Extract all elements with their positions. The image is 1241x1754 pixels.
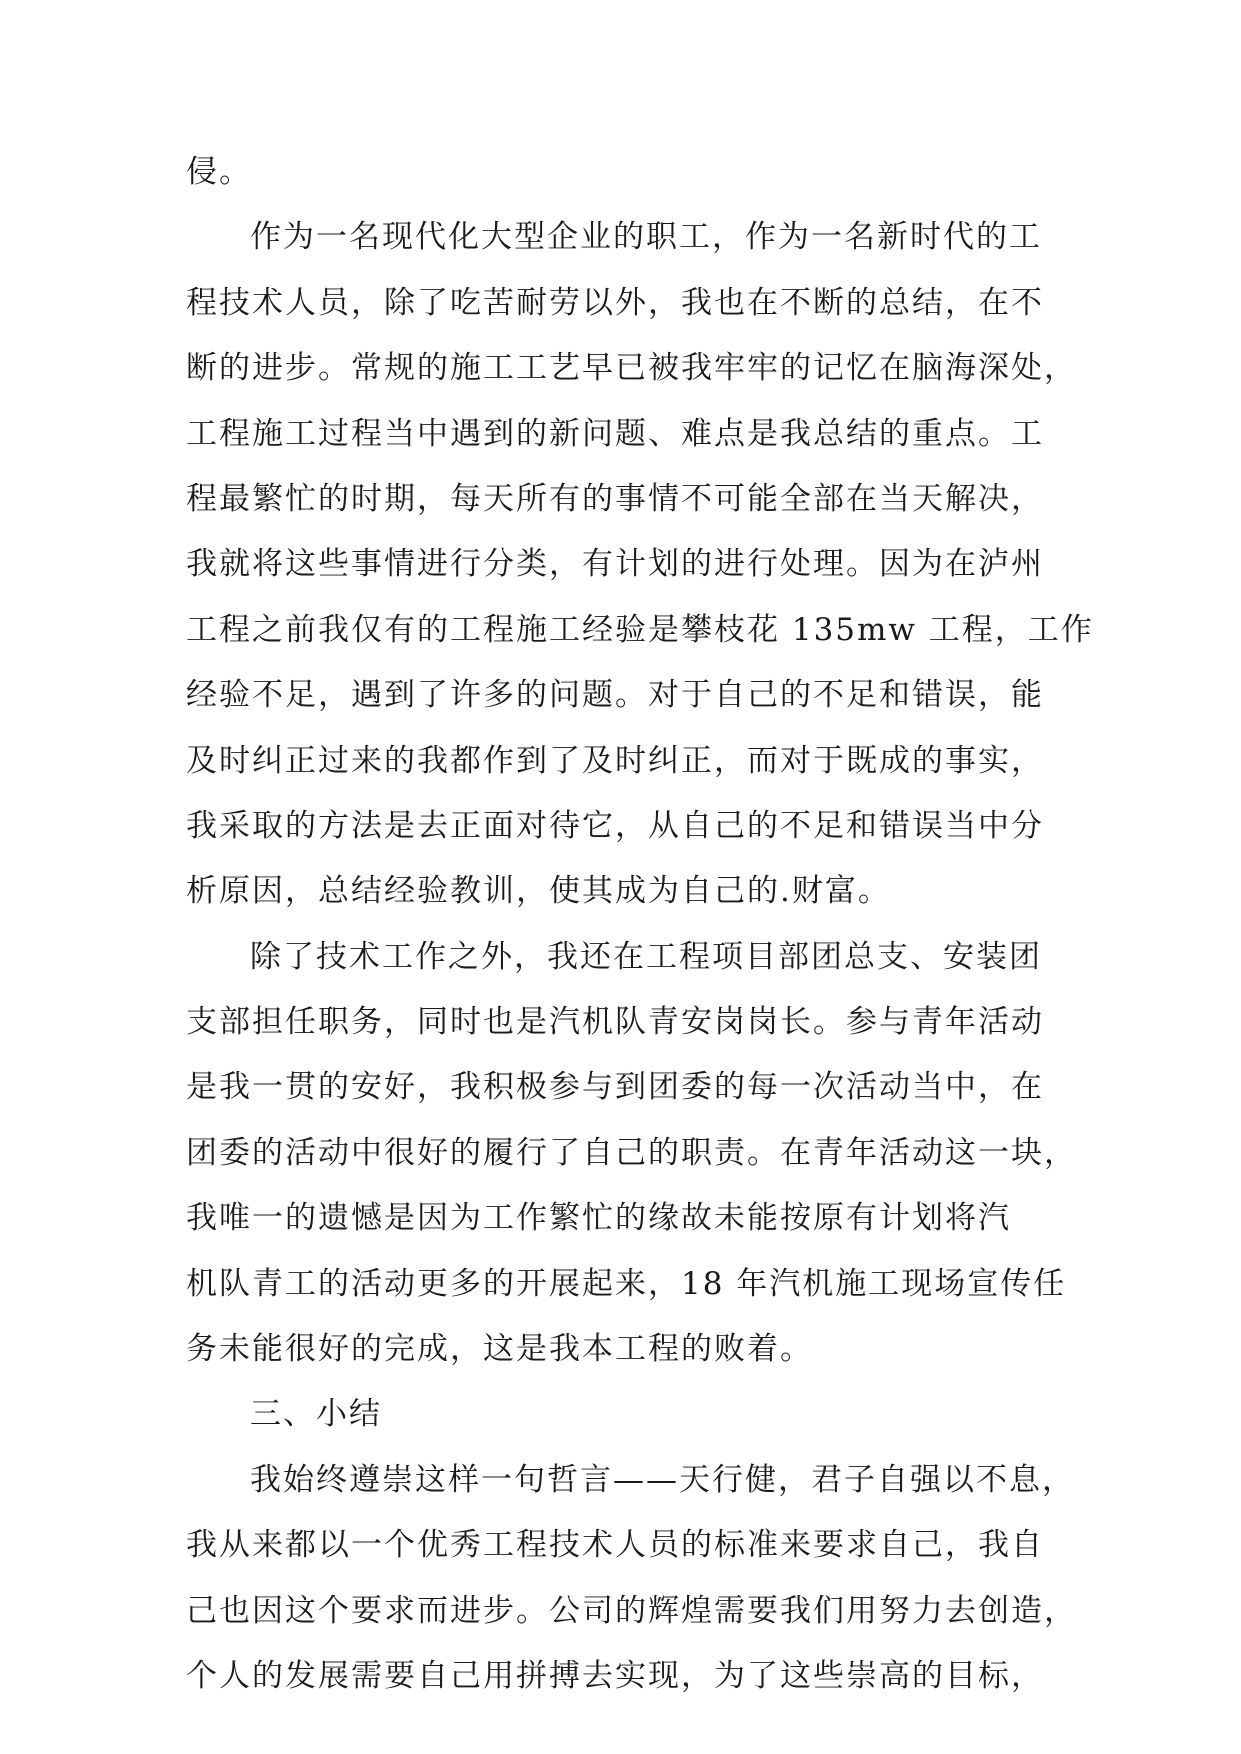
text-line: 工程之前我仅有的工程施工经验是攀枝花 135mw 工程，工作 — [186, 611, 1094, 648]
text-line: 断的进步。常规的施工工艺早已被我牢牢的记忆在脑海深处， — [186, 350, 1077, 387]
text-line: 工程施工过程当中遇到的新问题、难点是我总结的重点。工 — [186, 415, 1044, 452]
text-line: 作为一名现代化大型企业的职工，作为一名新时代的工 — [250, 219, 1042, 256]
text-line: 个人的发展需要自己用拼搏去实现，为了这些崇高的目标， — [186, 1657, 1044, 1694]
text-line: 我就将这些事情进行分类，有计划的进行处理。因为在泸州 — [186, 546, 1044, 583]
text-line: 我从来都以一个优秀工程技术人员的标准来要求自己，我自 — [186, 1527, 1044, 1564]
text-line: 务未能很好的完成，这是我本工程的败着。 — [186, 1331, 813, 1368]
text-line: 机队青工的活动更多的开展起来，18 年汽机施工现场宣传任 — [186, 1265, 1067, 1302]
text-line: 我唯一的遗憾是因为工作繁忙的缘故未能按原有计划将汽 — [186, 1200, 1011, 1237]
text-line: 除了技术工作之外，我还在工程项目部团总支、安装团 — [250, 938, 1042, 975]
text-line: 己也因这个要求而进步。公司的辉煌需要我们用努力去创造， — [186, 1592, 1077, 1629]
text-line: 三、小结 — [250, 1396, 382, 1433]
text-line: 侵。 — [186, 154, 252, 190]
text-line: 支部担任职务，同时也是汽机队青安岗岗长。参与青年活动 — [186, 1004, 1044, 1041]
text-line: 析原因，总结经验教训，使其成为自己的.财富。 — [186, 873, 891, 910]
text-line: 团委的活动中很好的履行了自己的职责。在青年活动这一块， — [186, 1134, 1077, 1171]
text-line: 我采取的方法是去正面对待它，从自己的不足和错误当中分 — [186, 807, 1044, 844]
text-line: 我始终遵崇这样一句哲言——天行健，君子自强以不息， — [250, 1461, 1075, 1498]
text-line: 是我一贯的安好，我积极参与到团委的每一次活动当中，在 — [186, 1069, 1044, 1106]
text-line: 经验不足，遇到了许多的问题。对于自己的不足和错误，能 — [186, 677, 1044, 714]
text-line: 程最繁忙的时期，每天所有的事情不可能全部在当天解决， — [186, 480, 1044, 517]
body-text — [186, 140, 1094, 1709]
text-line: 及时纠正过来的我都作到了及时纠正，而对于既成的事实， — [186, 742, 1044, 779]
text-line: 程技术人员，除了吃苦耐劳以外，我也在不断的总结，在不 — [186, 284, 1044, 321]
